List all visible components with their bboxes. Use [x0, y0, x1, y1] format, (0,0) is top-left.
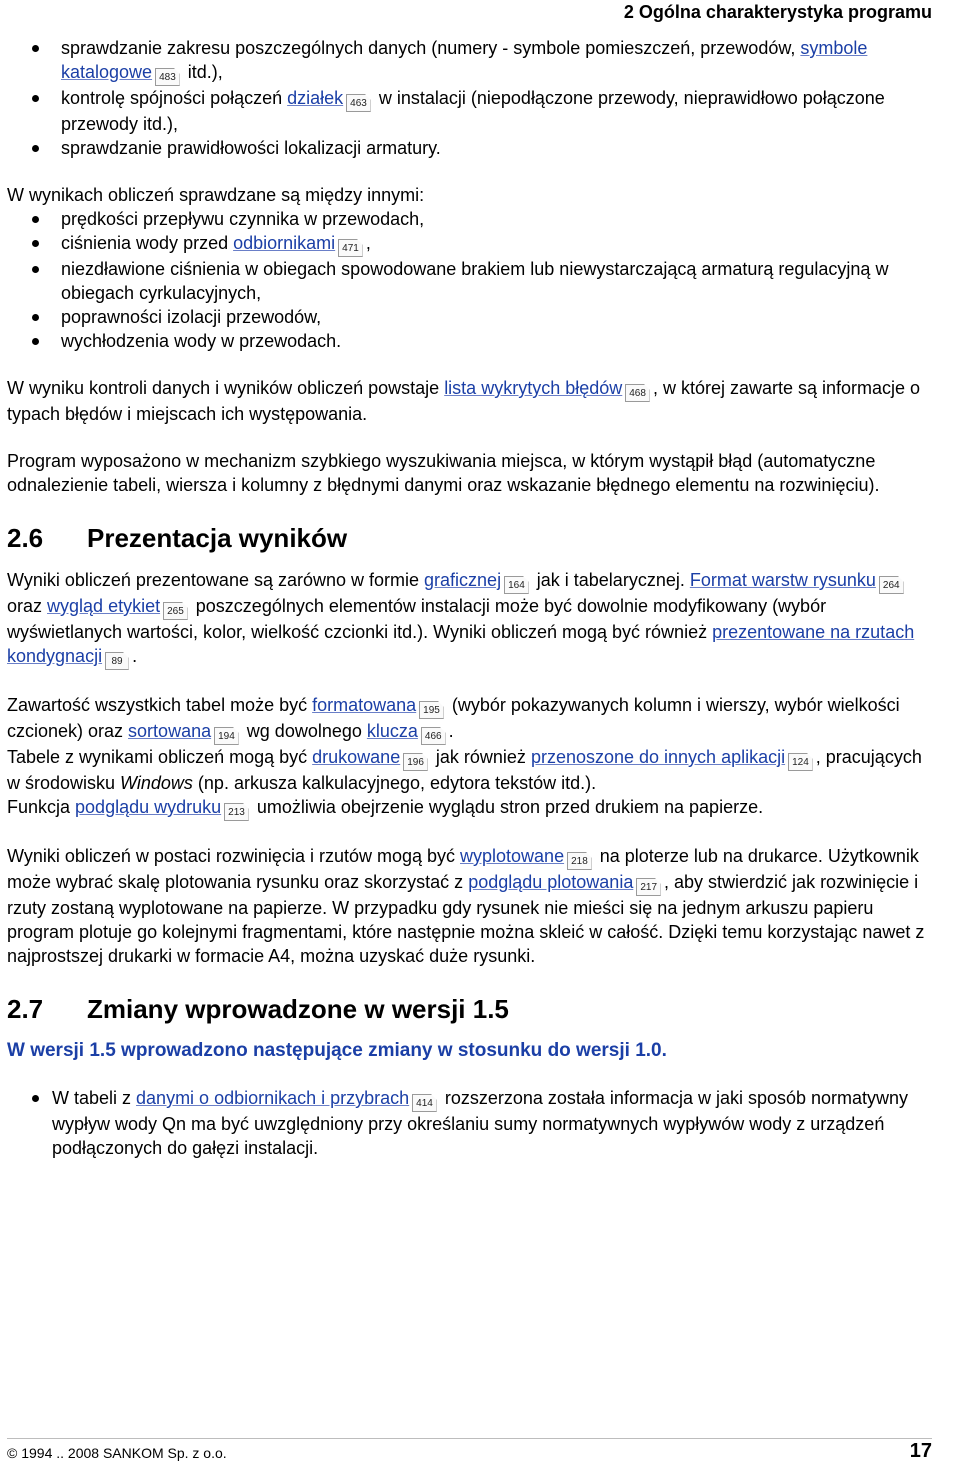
page-ref-icon[interactable]: 89: [105, 652, 129, 670]
section-heading-2-7: 2.7 Zmiany wprowadzone w wersji 1.5: [7, 994, 509, 1024]
copyright: © 1994 .. 2008 SANKOM Sp. z o.o.: [7, 1445, 227, 1461]
link-klucza[interactable]: klucza: [366, 721, 418, 741]
page-ref-icon[interactable]: 414: [412, 1094, 437, 1112]
section-heading-2-6: 2.6 Prezentacja wyników: [7, 523, 348, 553]
paragraph: W wyniku kontroli danych i wyników obliczeń powstaje lista wykrytych błędów 468 , w której zawarte są informacje o typach błędów i miejscach ich występowania.: [7, 378, 921, 424]
paragraph: Wyniki obliczeń prezentowane są zarówno w formie graficznej 164 jak i tabelarycznej. Format warstw rysunku 264 oraz wygląd etykiet 265 poszczególnych elementów instalacji może być dowolnie modyfikowany (wybór wyświetlanych wartości, kolor, wielkość czcionki itd.). Wyniki obliczeń mogą być również prezentowane na rzutach kondygnacji 89 .: [7, 568, 937, 670]
paragraph: Zawartość wszystkich tabel może być formatowana 195 (wybór pokazywanych kolumn i wierszy, wybór wielkości czcionek) oraz sortowana 194 wg dowolnego klucza 466 . Tabele z wynikami obliczeń mogą być drukowane 196 jak również przenoszone do innych aplikacji 124 , pracujących w środowisku Windows (np. arkusza kalkulacyjnego, edytora tekstów itd.). Funkcja podglądu wydruku 213 umożliwia obejrzenie wyglądu stron przed drukiem na papierze.: [7, 693, 937, 821]
link-rzuty-kondygnacji[interactable]: prezentowane na rzutach kondygnacji: [7, 622, 915, 666]
paragraph: Program wyposażono w mechanizm szybkiego wyszukiwania miejsca, w którym wystąpił błąd (automatyczne odnalezienie tabeli, wiersza i kolumny z błędnymi danymi oraz wskazanie błędnego elementu na rozwinięciu).: [7, 451, 880, 495]
link-wyglad-etykiet[interactable]: wygląd etykiet: [47, 596, 161, 616]
list-item: W tabeli z danymi o odbiornikach i przybrach 414 rozszerzona została informacja w jaki sposób normatywny wypływ wody Qn ma być uwzględniony przy określaniu sumy normatywnych wypływów wody z urządzeń podłączonych do gałęzi instalacji.: [7, 1086, 937, 1160]
list-item: kontrolę spójności połączeń działek 463 w instalacji (niepodłączone przewody, nieprawidłowo połączone przewody itd.),: [7, 86, 937, 136]
list-item: ciśnienia wody przed odbiornikami 471 ,: [7, 231, 937, 257]
list-item: sprawdzanie zakresu poszczególnych danych (numery - symbole pomieszczeń, przewodów, symbole katalogowe 483 itd.),: [7, 36, 937, 86]
link-sortowana[interactable]: sortowana: [128, 721, 212, 741]
page-ref-icon[interactable]: 164: [504, 576, 529, 594]
chapter-header: 2 Ogólna charakterystyka programu: [623, 2, 932, 22]
page-ref-icon[interactable]: 196: [403, 753, 428, 771]
subheading: W wersji 1.5 wprowadzono następujące zmiany w stosunku do wersji 1.0.: [7, 1040, 667, 1061]
paragraph: Wyniki obliczeń w postaci rozwinięcia i rzutów mogą być wyplotowane 218 na ploterze lub na drukarce. Użytkownik może wybrać skalę plotowania rysunku oraz skorzystać z podglądu plotowania 217 , aby stwierdzić jak rozwinięcie i rzuty zostaną wyplotowane na papierze. W przypadku gdy rysunek nie mieści się na jednym arkuszu papieru program plotuje go kolejnymi fragmentami, które następnie można skleić w całość. Dzięki temu korzystając nawet z najprostszej drukarki w formacie A4, można uzyskać duże rysunki.: [7, 846, 925, 966]
link-graficznej[interactable]: graficznej: [424, 570, 502, 590]
page-ref-icon[interactable]: 264: [879, 576, 904, 594]
list-item: wychłodzenia wody w przewodach.: [7, 329, 937, 353]
check-list: [7, 36, 937, 160]
page-ref-icon[interactable]: 194: [214, 727, 239, 745]
link-odbiornikami[interactable]: odbiornikami: [233, 233, 336, 253]
page-content: [7, 36, 937, 1160]
link-formatowana[interactable]: formatowana: [312, 695, 417, 715]
page-ref-icon[interactable]: 468: [625, 384, 650, 402]
link-podglad-wydruku[interactable]: podglądu wydruku: [75, 797, 222, 817]
link-wyplotowane[interactable]: wyplotowane: [460, 846, 565, 866]
link-dane-odbiorniki[interactable]: danymi o odbiornikach i przybrach: [136, 1088, 410, 1108]
link-drukowane[interactable]: drukowane: [312, 747, 401, 767]
list-item: niezdławione ciśnienia w obiegach spowodowane brakiem lub niewystarczającą armaturą regulacyjną w obiegach cyrkulacyjnych,: [7, 257, 937, 305]
link-symbole-katalogowe[interactable]: symbole katalogowe: [61, 38, 868, 82]
page-ref-icon[interactable]: 124: [788, 753, 813, 771]
changes-list: [7, 1086, 937, 1160]
link-lista-bledow[interactable]: lista wykrytych błędów: [444, 378, 623, 398]
page-ref-icon[interactable]: 195: [419, 701, 444, 719]
page-ref-icon[interactable]: 213: [224, 803, 249, 821]
list-item: sprawdzanie prawidłowości lokalizacji armatury.: [7, 136, 937, 160]
page-ref-icon[interactable]: 483: [155, 68, 180, 86]
page-number: 17: [909, 1440, 932, 1462]
page-ref-icon[interactable]: 463: [346, 94, 371, 112]
paragraph: W wynikach obliczeń sprawdzane są między innymi:: [7, 185, 425, 205]
page-ref-icon[interactable]: 466: [421, 727, 446, 745]
page-ref-icon[interactable]: 471: [338, 239, 363, 257]
list-item: prędkości przepływu czynnika w przewodach,: [7, 207, 937, 231]
page-ref-icon[interactable]: 265: [163, 602, 188, 620]
list-item: poprawności izolacji przewodów,: [7, 305, 937, 329]
page-ref-icon[interactable]: 217: [636, 878, 661, 896]
page-footer: [7, 1438, 932, 1461]
page-ref-icon[interactable]: 218: [567, 852, 592, 870]
link-dzialek[interactable]: działek: [287, 88, 344, 108]
results-check-list: [7, 207, 937, 353]
link-podglad-plotowania[interactable]: podglądu plotowania: [468, 872, 634, 892]
link-format-warstw[interactable]: Format warstw rysunku: [689, 570, 876, 590]
link-przenoszone[interactable]: przenoszone do innych aplikacji: [530, 747, 786, 767]
